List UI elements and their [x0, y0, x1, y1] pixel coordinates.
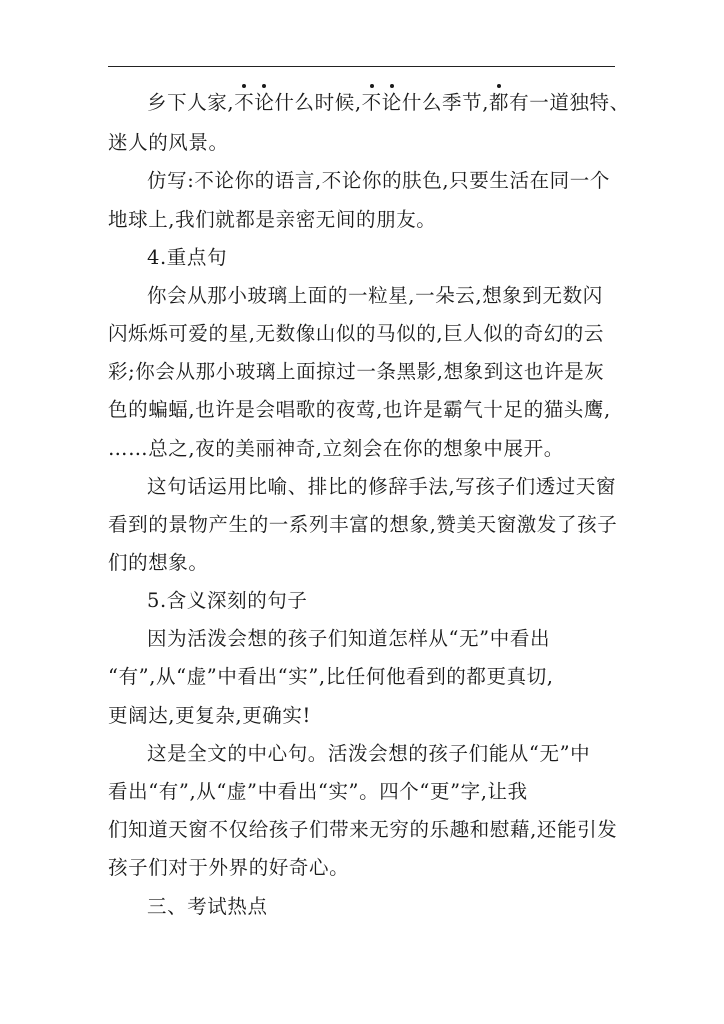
text-run: 迷人的风景。: [108, 131, 229, 154]
text-run: 更阔达,更复杂,更确实!: [108, 704, 311, 727]
text-run: 们的想象。: [108, 551, 209, 574]
emphasis-dotted-char: 都: [489, 91, 510, 114]
text-line: [108, 397, 611, 423]
text-line: [147, 741, 590, 767]
text-line: [108, 321, 604, 347]
text-line: [108, 664, 554, 690]
text-line: [147, 245, 227, 271]
text-run: 们知道天窗不仅给孩子们带来无穷的乐趣和慰藉,还能引发: [108, 818, 618, 841]
text-run: 5.含义深刻的句子: [147, 589, 308, 612]
text-line: [108, 550, 209, 576]
text-line: [147, 283, 603, 309]
emphasis-dotted-char: 论: [254, 91, 275, 114]
text-line: [147, 894, 268, 920]
text-run: 因为活泼会想的孩子们知道怎样从“无”中看出: [147, 627, 551, 650]
text-line: [108, 436, 564, 462]
text-line: [108, 703, 311, 729]
text-run: 你会从那小玻璃上面的一粒星,一朵云,想象到无数闪: [147, 284, 603, 307]
text-run: 地球上,我们就都是亲密无间的朋友。: [108, 208, 437, 231]
text-run: 这句话运用比喻、排比的修辞手法,写孩子们透过天窗: [147, 475, 617, 498]
text-run: 什么季节,: [401, 91, 490, 114]
emphasis-dotted-char: 不: [361, 91, 382, 114]
text-line: [108, 359, 604, 385]
text-line: [108, 779, 528, 805]
text-line: [108, 207, 436, 233]
text-run: “有”,从“虚”中看出“实”,比任何他看到的都更真切,: [108, 665, 554, 688]
text-line: [108, 512, 617, 538]
header-rule: [108, 66, 615, 67]
text-run: 这是全文的中心句。活泼会想的孩子们能从“无”中: [147, 742, 591, 765]
text-run: 色的蝙蝠,也许是会唱歌的夜莺,也许是霸气十足的猫头鹰,: [108, 398, 611, 421]
text-run: 彩;你会从那小玻璃上面掠过一条黑影,想象到这也许是灰: [108, 360, 605, 383]
text-line: [147, 626, 550, 652]
text-run: 看到的景物产生的一系列丰富的想象,赞美天窗激发了孩子: [108, 513, 618, 536]
text-run: ……总之,夜的美丽神奇,立刻会在你的想象中展开。: [108, 437, 564, 460]
text-run: 有一道独特、: [509, 91, 630, 114]
text-line: [147, 90, 630, 116]
text-run: 闪烁烁可爱的星,无数像山似的马似的,巨人似的奇幻的云: [108, 322, 604, 345]
text-line: [108, 855, 349, 881]
text-line: [147, 474, 616, 500]
text-line: [108, 817, 617, 843]
text-run: 孩子们对于外界的好奇心。: [108, 856, 350, 879]
text-run: 仿写:不论你的语言,不论你的肤色,只要生活在同一个: [147, 169, 610, 192]
text-run: 看出“有”,从“虚”中看出“实”。四个“更”字,让我: [108, 780, 528, 803]
text-line: [108, 130, 229, 156]
text-run: 4.重点句: [147, 246, 228, 269]
emphasis-dotted-char: 论: [381, 91, 402, 114]
text-run: 什么时候,: [274, 91, 362, 114]
text-line: [147, 168, 610, 194]
text-run: 乡下人家,: [147, 91, 235, 114]
emphasis-dotted-char: 不: [234, 91, 255, 114]
text-run: 三、考试热点: [147, 895, 268, 918]
text-line: [147, 588, 308, 614]
